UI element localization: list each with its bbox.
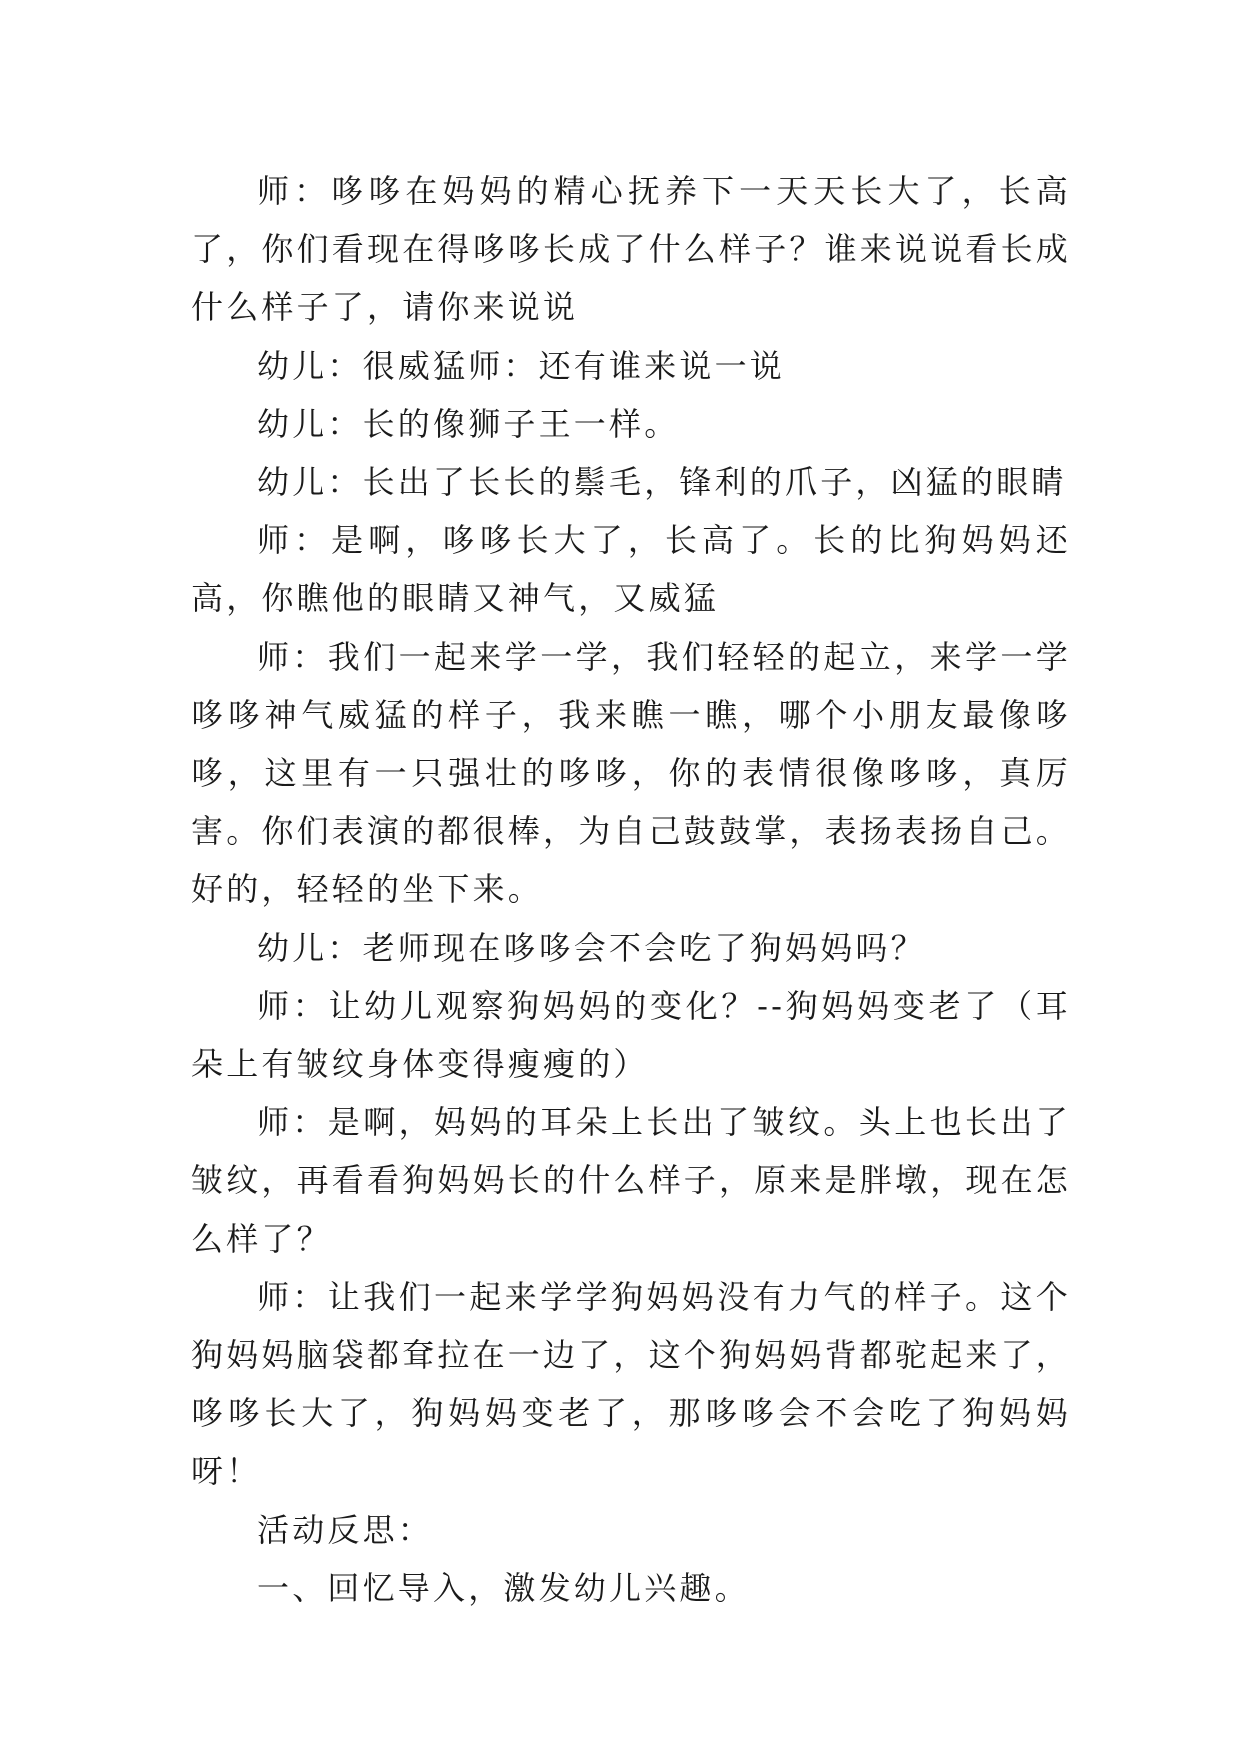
paragraph-8: 师：让幼儿观察狗妈妈的变化？--狗妈妈变老了（耳朵上有皱纹身体变得瘦瘦的）: [191, 986, 1071, 1084]
paragraph-5: 师：是啊，哆哆长大了，长高了。长的比狗妈妈还高，你瞧他的眼睛又神气，又威猛: [191, 521, 1071, 618]
paragraph-12: 一、回忆导入，激发幼儿兴趣。: [257, 1568, 750, 1607]
paragraph-6: 师：我们一起来学一学，我们轻轻的起立，来学一学哆哆神气威猛的样子，我来瞧一瞧，哪个小朋友最像哆哆，这里有一只强壮的哆哆，你的表情很像哆哆，真厉害。你们表演的都很棒，为自己鼓鼓掌，表扬表扬自己。好的，轻轻的坐下来。: [191, 637, 1072, 909]
paragraph-3: 幼儿：长的像狮子王一样。: [257, 404, 680, 443]
paragraph-11: 活动反思：: [257, 1510, 434, 1549]
paragraph-7: 幼儿：老师现在哆哆会不会吃了狗妈妈吗？: [257, 928, 926, 967]
paragraph-2: 幼儿：很威猛师：还有谁来说一说: [257, 346, 786, 385]
paragraph-9: 师：是啊，妈妈的耳朵上长出了皱纹。头上也长出了皱纹，再看看狗妈妈长的什么样子，原来是胖墩，现在怎么样了？: [191, 1103, 1072, 1258]
paragraph-1: 师：哆哆在妈妈的精心抚养下一天天长大了，长高了，你们看现在得哆哆长成了什么样子？谁来说说看长成什么样子了，请你来说说: [191, 172, 1072, 327]
document-body: [191, 162, 1071, 1617]
paragraph-4: 幼儿：长出了长长的鬃毛，锋利的爪子，凶猛的眼睛: [257, 463, 1067, 502]
paragraph-10: 师：让我们一起来学学狗妈妈没有力气的样子。这个狗妈妈脑袋都耷拉在一边了，这个狗妈妈背都驼起来了，哆哆长大了，狗妈妈变老了，那哆哆会不会吃了狗妈妈呀！: [191, 1277, 1072, 1491]
